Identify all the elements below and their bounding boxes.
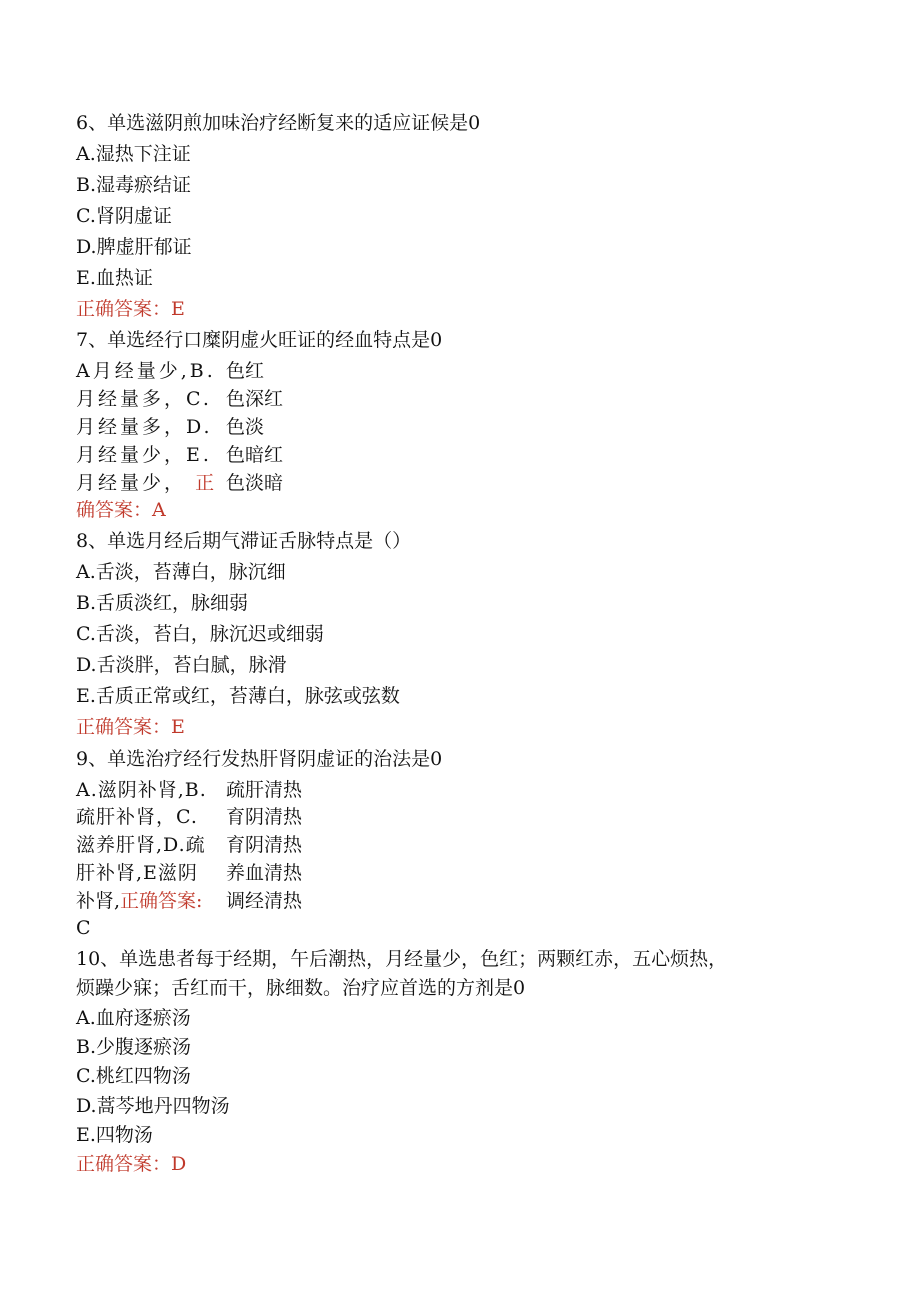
question-9-stem: 9、单选治疗经行发热肝肾阴虚证的治法是0 bbox=[76, 748, 443, 770]
question-9-right-1: 疏肝清热 bbox=[226, 779, 303, 801]
question-9-left-1: A.滋阴补肾,B. bbox=[76, 779, 207, 801]
question-6-answer: 正确答案：E bbox=[76, 298, 185, 320]
question-8-answer: 正确答案：E bbox=[76, 716, 185, 738]
question-10-stem-line-2: 烦躁少寐；舌红而干，脉细数。治疗应首选的方剂是0 bbox=[76, 977, 526, 999]
question-6-option-a: A.湿热下注证 bbox=[76, 143, 191, 165]
question-6-option-b: B.湿毒瘀结证 bbox=[76, 174, 192, 196]
question-8-stem: 8、单选月经后期气滞证舌脉特点是（） bbox=[76, 530, 412, 552]
question-8-option-e: E.舌质正常或红，苔薄白，脉弦或弦数 bbox=[76, 685, 400, 707]
question-6-option-c: C.肾阴虚证 bbox=[76, 205, 172, 227]
question-6-option-d: D.脾虚肝郁证 bbox=[76, 236, 192, 258]
question-10-option-d: D.蒿芩地丹四物汤 bbox=[76, 1095, 230, 1117]
question-9-right-2: 育阴清热 bbox=[226, 806, 303, 828]
question-8-option-b: B.舌质淡红，脉细弱 bbox=[76, 592, 249, 614]
question-9-right-4: 养血清热 bbox=[226, 862, 303, 884]
question-7-left-1: A月经量少,B. bbox=[76, 360, 216, 382]
question-10-stem-line-1: 10、单选患者每于经期，午后潮热，月经量少，色红；两颗红赤，五心烦热， bbox=[76, 948, 728, 970]
question-10-answer: 正确答案：D bbox=[76, 1153, 187, 1175]
question-8-option-d: D.舌淡胖，苔白腻，脉滑 bbox=[76, 654, 287, 676]
question-7-left-3: 月经量多，D. bbox=[76, 416, 213, 438]
question-6-option-e: E.血热证 bbox=[76, 267, 153, 289]
question-7-right-1: 色红 bbox=[226, 360, 265, 382]
question-10-option-a: A.血府逐瘀汤 bbox=[76, 1007, 191, 1029]
question-10-option-c: C.桃红四物汤 bbox=[76, 1065, 191, 1087]
question-7-stem: 7、单选经行口糜阴虚火旺证的经血特点是0 bbox=[76, 329, 443, 351]
question-7-answer: 确答案：A bbox=[76, 499, 166, 521]
question-9-right-5: 调经清热 bbox=[226, 890, 303, 912]
question-10-option-b: B.少腹逐瘀汤 bbox=[76, 1036, 192, 1058]
question-7-left-4: 月经量少，E. bbox=[76, 444, 212, 466]
question-8-option-a: A.舌淡，苔薄白，脉沉细 bbox=[76, 561, 286, 583]
question-9-left-3: 滋养肝肾,D.疏 bbox=[76, 834, 206, 856]
question-7-right-5: 色淡暗 bbox=[226, 472, 284, 494]
question-9-left-2: 疏肝补肾，C. bbox=[76, 806, 198, 828]
question-7-left-5 bbox=[76, 472, 217, 494]
question-7-right-3: 色淡 bbox=[226, 416, 265, 438]
question-7-right-4: 色暗红 bbox=[226, 444, 284, 466]
question-9-left-4: 肝补肾,E滋阴 bbox=[76, 862, 198, 884]
question-7-answer-prefix: 正 bbox=[195, 472, 218, 494]
question-8-option-c: C.舌淡，苔白，脉沉迟或细弱 bbox=[76, 623, 324, 645]
question-10-option-e: E.四物汤 bbox=[76, 1124, 153, 1146]
question-6-stem: 6、单选滋阴煎加味治疗经断复来的适应证候是0 bbox=[76, 112, 481, 134]
question-7-right-2: 色深红 bbox=[226, 388, 284, 410]
question-9-answer: C bbox=[76, 917, 91, 939]
question-9-answer-prefix: 正确答案: bbox=[120, 890, 203, 912]
question-9-right-3: 育阴清热 bbox=[226, 834, 303, 856]
question-7-left-2: 月经量多，C. bbox=[76, 388, 212, 410]
question-9-left-5-text: 补肾, bbox=[76, 890, 121, 912]
question-9-left-5 bbox=[76, 890, 202, 912]
question-7-left-5-text: 月经量少， bbox=[76, 472, 187, 494]
